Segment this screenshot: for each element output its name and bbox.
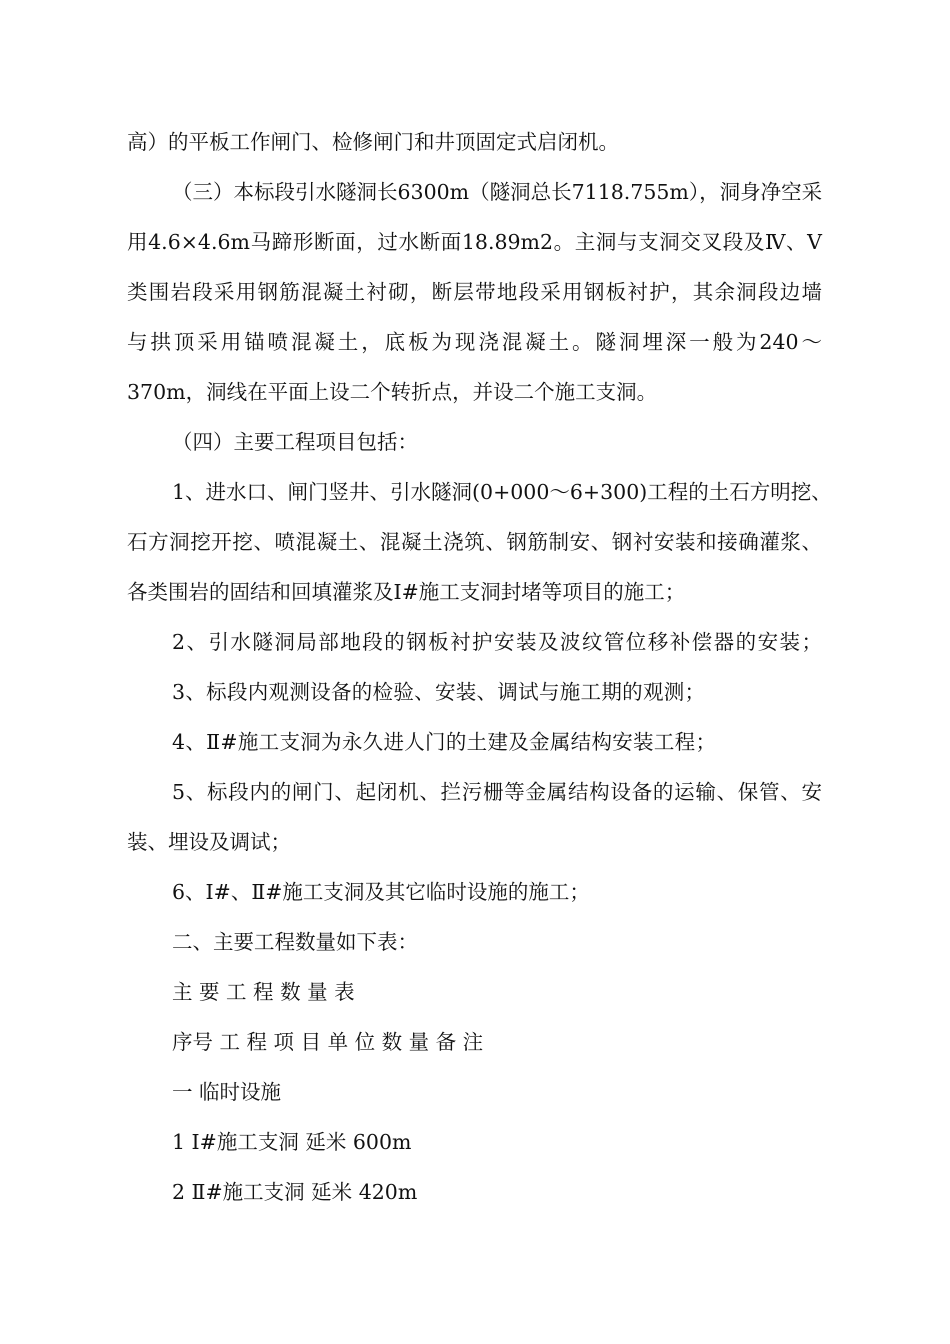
paragraph-line-6: 370m，洞线在平面上设二个转折点，并设二个施工支洞。	[127, 380, 658, 404]
list-item-2: 2、引水隧洞局部地段的钢板衬护安装及波纹管位移补偿器的安装；	[172, 630, 822, 654]
paragraph-line-5: 与拱顶采用锚喷混凝土，底板为现浇混凝土。隧洞埋深一般为240～	[127, 330, 822, 354]
list-item-5-line-1: 5、标段内的闸门、起闭机、拦污栅等金属结构设备的运输、保管、安	[172, 780, 822, 804]
table-title: 主 要 工 程 数 量 表	[172, 980, 355, 1004]
section-heading-2: 二、主要工程数量如下表：	[172, 930, 418, 954]
list-item-3: 3、标段内观测设备的检验、安装、调试与施工期的观测；	[172, 680, 706, 704]
list-item-1-line-2: 石方洞挖开挖、喷混凝土、混凝土浇筑、钢筋制安、钢衬安装和接确灌浆、	[127, 530, 822, 554]
list-item-4: 4、Ⅱ#施工支洞为永久进人门的土建及金属结构安装工程；	[172, 730, 717, 754]
paragraph-line-3: 用4.6×4.6m马蹄形断面，过水断面18.89m2。主洞与支洞交叉段及Ⅳ、Ⅴ	[127, 230, 822, 254]
list-item-1-line-3: 各类围岩的固结和回填灌浆及Ⅰ#施工支洞封堵等项目的施工；	[127, 580, 686, 604]
table-row: 1 Ⅰ#施工支洞 延米 600m	[172, 1130, 412, 1154]
table-row: 2 Ⅱ#施工支洞 延米 420m	[172, 1180, 418, 1204]
paragraph-line-2: （三）本标段引水隧洞长6300m（隧洞总长7118.755m），洞身净空采	[172, 180, 823, 204]
table-header-row: 序号 工 程 项 目 单 位 数 量 备 注	[172, 1030, 484, 1054]
paragraph-line-4: 类围岩段采用钢筋混凝土衬砌，断层带地段采用钢板衬护，其余洞段边墙	[127, 280, 822, 304]
section-heading-4: （四）主要工程项目包括：	[172, 430, 418, 454]
list-item-6: 6、Ⅰ#、Ⅱ#施工支洞及其它临时设施的施工；	[172, 880, 590, 904]
list-item-1-line-1: 1、进水口、闸门竖井、引水隧洞(0+000～6+300)工程的土石方明挖、	[172, 480, 832, 504]
table-group-row: 一 临时设施	[172, 1080, 282, 1104]
list-item-5-line-2: 装、埋设及调试；	[127, 830, 291, 854]
paragraph-line-1: 高）的平板工作闸门、检修闸门和井顶固定式启闭机。	[127, 130, 619, 154]
